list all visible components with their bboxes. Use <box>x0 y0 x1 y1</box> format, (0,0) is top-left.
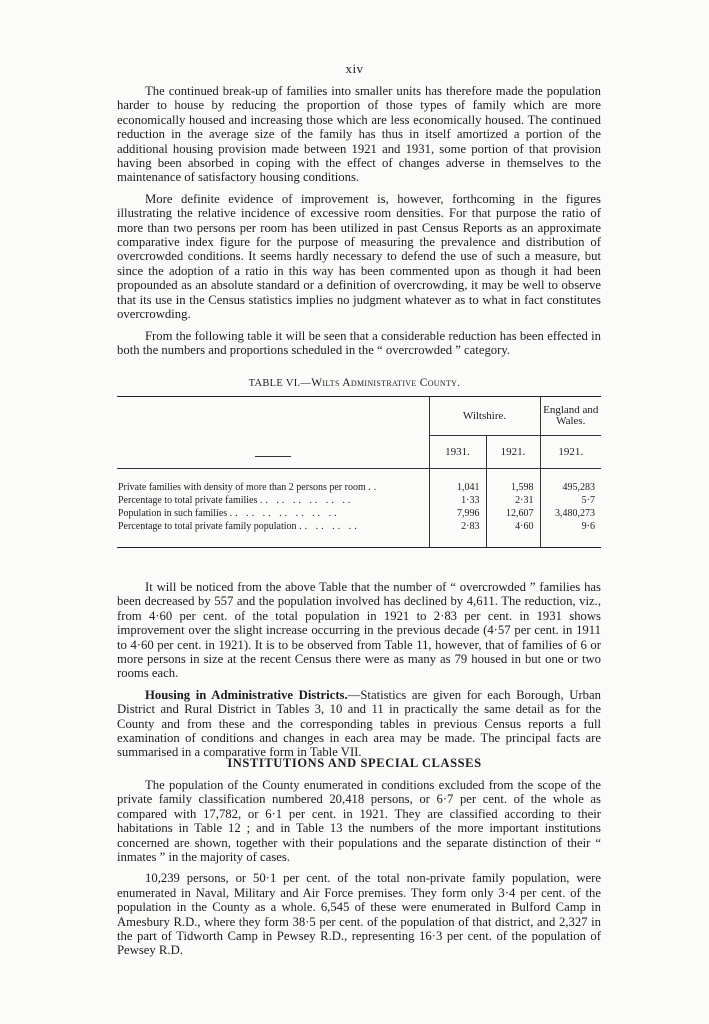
table-stub-header <box>117 397 429 469</box>
cell-england-1921: 495,283 <box>540 481 601 494</box>
paragraph-family-breakup: The continued break-up of families into smaller units has therefore made the population harder to house by reducing the proportion of those types of family which are more economically housed and increasing those which are less economically housed. The continued reduction in the average size of the family has thus in itself amortized a portion of the additional housing provision made between 1921 and 1931, some portion of that provision having been absorbed in coping with the effect of changes adverse in themselves to the maintenance of satisfactory housing conditions. <box>117 84 601 185</box>
table-title-prefix: TABLE VI.— <box>248 378 312 389</box>
table-header-row <box>117 397 601 436</box>
table-title <box>0 376 709 391</box>
cell-wiltshire-1931: 7,996 <box>429 507 486 520</box>
cell-wiltshire-1921: 12,607 <box>486 507 540 520</box>
analysis-text <box>117 580 601 760</box>
header-ew-year-1921: 1921. <box>540 436 601 469</box>
table-row <box>117 520 601 533</box>
paragraph-room-densities: More definite evidence of improvement is, however, forthcoming in the figures illustrating the relative incidence of excessive room densities. For that purpose the ratio of more than two persons per room has been utilized in past Census Reports as an approximate comparative index figure for the purpose of measuring the prevalence and distribution of overcrowded conditions. It seems hardly necessary to defend the use of such a measure, but since the adoption of a ratio in this way has been commented upon as though it had been propounded as an absolute standard or a definition of overcrowding, it may be well to observe that its use in the Census statistics implies no judgment whatever as to what in fact constitutes overcrowding. <box>117 191 601 322</box>
paragraph-housing-districts: Housing in Administrative Districts.—Statistics are given for each Borough, Urban District and Rural District in Tables 3, 10 and 11 in practically the same detail as for the County and from these and the corresponding tables in previous Census reports a full examination of conditions and changes in each area may be made. The principal facts are summarised in a comparative form in Table VII. <box>117 687 602 760</box>
intro-text <box>117 84 601 357</box>
table-row <box>117 481 601 494</box>
cell-wiltshire-1931: 2·83 <box>429 520 486 533</box>
cell-wiltshire-1921: 2·31 <box>486 494 540 507</box>
row-label: Percentage to total private families .. .. .. .. .. .. <box>118 494 354 506</box>
header-wiltshire: Wiltshire. <box>429 397 540 436</box>
overcrowding-table <box>117 396 601 548</box>
cell-england-1921: 3,480,273 <box>540 507 601 520</box>
row-label: Private families with density of more than 2 persons per room .. <box>118 481 380 493</box>
table-row <box>117 494 601 507</box>
table-row <box>117 507 601 520</box>
table-title-caps: Wilts Administrative County. <box>311 377 461 389</box>
row-label: Percentage to total private family population .. .. .. .. <box>118 521 360 533</box>
paragraph-institutions: The population of the County enumerated in conditions excluded from the scope of the private family classification numbered 20,418 persons, or 6·7 per cent. of the whole as compared with 17,782, or 6·1 per cent. in 1921. They are classified according to their habitations in Table 12 ; and in Table 13 the numbers of the more important institutions concerned are shown, together with their populations and the separate distinction of their “ inmates ” in the majority of cases. <box>117 778 601 865</box>
cell-wiltshire-1931: 1·33 <box>429 494 486 507</box>
institutions-text <box>117 778 601 958</box>
header-year-1931: 1931. <box>429 436 486 469</box>
cell-england-1921: 9·6 <box>540 520 601 533</box>
housing-districts-heading: Housing in Administrative Districts. <box>145 687 348 702</box>
paragraph-table-analysis: It will be noticed from the above Table that the number of “ overcrowded ” families has been decreased by 557 and the population involved has declined by 4,611. The reduction, viz., from 4·60 per cent. of the total population in 1921 to 2·83 per cent. in 1931 shows improvement over the slight increase occurring in the previous decade (4·57 per cent. in 1911 to 4·60 per cent. in 1921). It is to be observed from Table 11, however, that of families of 6 or more persons in size at the recent Census there were as many as 79 housed in but one or two rooms each. <box>117 580 601 681</box>
cell-wiltshire-1921: 1,598 <box>486 481 540 494</box>
cell-england-1921: 5·7 <box>540 494 601 507</box>
header-england-wales: England and Wales. <box>540 397 601 436</box>
page-number: xiv <box>345 61 364 76</box>
header-year-1921: 1921. <box>486 436 540 469</box>
cell-wiltshire-1921: 4·60 <box>486 520 540 533</box>
cell-wiltshire-1931: 1,041 <box>429 481 486 494</box>
row-label: Population in such families .. .. .. .. .. .. .. <box>118 508 340 520</box>
paragraph-military-premises: 10,239 persons, or 50·1 per cent. of the total non-private family population, were enumerated in Naval, Military and Air Force premises. They form only 3·4 per cent. of the population in the County as a whole. 6,545 of these were enumerated in Bulford Camp in Amesbury R.D., where they form 38·5 per cent. of the population of that district, and 2,327 in the part of Tidworth Camp in Pewsey R.D., representing 16·3 per cent. of the population of Pewsey R.D. <box>117 871 601 958</box>
paragraph-table-intro: From the following table it will be seen that a considerable reduction has been effected in both the numbers and proportions scheduled in the “ overcrowded ” category. <box>117 328 601 357</box>
section-heading-institutions: INSTITUTIONS AND SPECIAL CLASSES <box>227 756 482 770</box>
